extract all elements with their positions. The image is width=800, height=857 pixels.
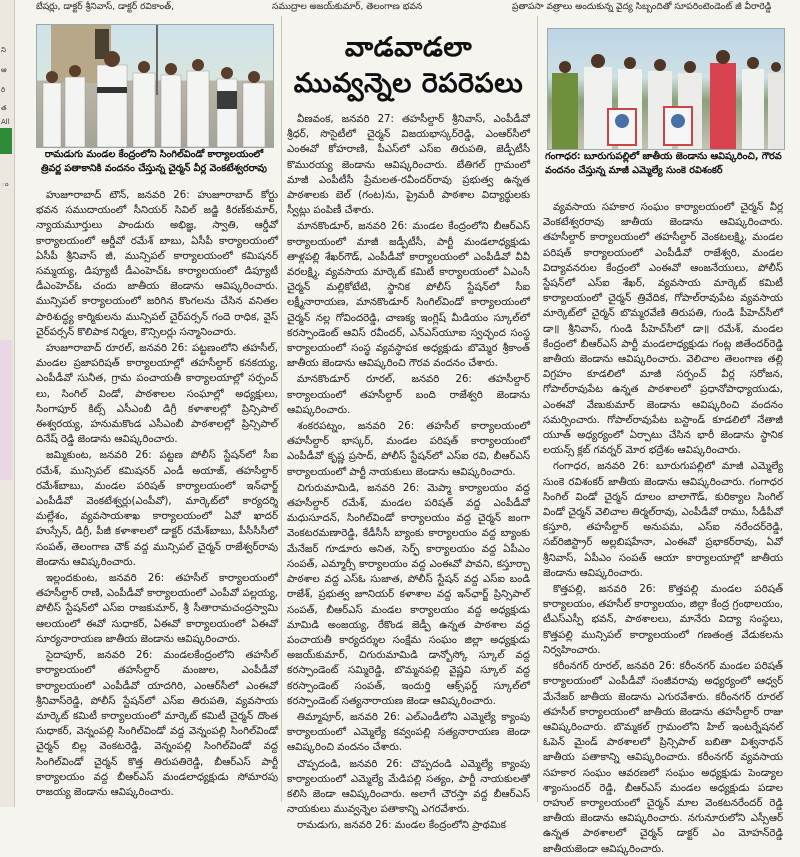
- headline-line1: వాడవాడలా: [344, 32, 473, 63]
- previous-article-tail: [36, 0, 800, 14]
- edge-fragment: ం: [1, 180, 9, 188]
- article-paragraph: రామడుగు, జనవరి 26: మండల కేంద్రంలోని ప్రాథమిక: [297, 820, 506, 832]
- edge-fragment: ని: [1, 46, 6, 54]
- edge-fragment: ఆ: [1, 66, 7, 74]
- article-paragraph: మానకొండూర్ రూరల్, జనవరి 26: తహసీల్దార్ కార్యాలయంలో తహసీల్దార్ బంది రాజేశ్వరి జెండాను ఆవిష్కరించారు.: [287, 374, 530, 416]
- article-paragraph: వ్యవసాయ సహకార సంఘం కార్యాలయంలో చైర్మన్ వీర్ల వెంకటేశ్వరరావు జాతీయ జెండాను ఆవిష్కరించారు. తహసీల్దార్ కార్యాలయంలో తహసీల్దార్ వెంకటలక్ష్మి, మండల పరిషత్ కార్యాలయంలో ఎంపీడీవో రాజేశ్వరి, మండల విద్యావనరుల కేంద్రంలో ఎంఈవో ఆంజనేయులు, పోలీస్ స్టేషన్‌లో ఎస్ఐ శేఖర్, వ్యవసాయ మార్కెట్ కమిటీ కార్యాలయంలో చైర్మన్ త్రివేదిక, గోపాల్‌రావుపేట వ్యవసాయ మార్కెట్‌లో చైర్మన్ బొమ్మరవేణి తిరుపతి, గుండి పీహెచ్‌సీలో డా॥ శ్రీనివాస్, గుండి పీహెచ్‌సీలో డా॥ రమేశ్, మండల కేంద్రంలో బీఆర్ఎస్ పార్టీ మండలాధ్యక్షుడు గంట్ల జితేందర్‌రెడ్డి జాతీయ జెండాను ఆవిష్కరించారు. వెలిచాల తెలంగాణ తల్లి విగ్రహం కూడలిలో మాజీ సర్పంచ్ వీర్ల సరోజన, గోపాల్‌రావుపేట ఉన్నత పాఠశాలలో ప్రధానోపాధ్యాయుడు, ఎంఈవో వేణుకుమార్ జెండాను ఆవిష్కరించి వందనం సమర్పించారు. గోపాల్‌రావుపేట బస్టాండ్ కూడలిలో నేతాజీ యూత్ అధ్యర్యంలో ఏర్పాటు చేసిన భారీ జెండాను స్థానిక లయన్స్ క్లబ్ గవర్నర్ మోర భద్రేశం ఆవిష్కరించారు.: [543, 202, 783, 457]
- article-paragraph: చొప్పదండి, జనవరి 26: చొప్పదండి ఎమ్మెల్యే క్యాంపు కార్యాలయంలో ఎమ్మెల్యే మేడిపల్లి సత్యం, పార్టీ నాయకులతో కలిసి జెండా ఆవిష్కరించారు. అలాగే చౌరస్తా వద్ద బీఆర్ఎస్ నాయకులు మువ్వన్నెల పతాకాన్ని ఎగరవేశారు.: [287, 758, 530, 816]
- headline-line2: మువ్వన్నెల రెపరెపలు: [293, 68, 524, 99]
- article-paragraph: హుజూరాబాద్ రూరల్, జనవరి 26: పట్టణంలోని తహసీల్, మండల ప్రజాపరిషత్ కార్యాలయాల్లో తహసీల్దార్ కనకయ్య, ఎంపీడీవో సునీత, గ్రామ పంచాయతీ కార్యాలయాల్లో సర్పంచ్ లు, సింగిల్ విండో, పాఠశాలల సంఘాల్లో అధ్యక్షులు, సింగాపూర్ కిట్స్ ఎసీఎంబీ డిగ్రీ కళాశాలల్లో ప్రిన్సిపాల్ ఈశ్వరయ్య, హనుమకొండ ఎసీఎంబీ పాఠశాలల్లో ప్రిన్సిపాల్ దినేష్ రెడ్డి జెండాను ఆవిష్కరించారు.: [36, 343, 278, 446]
- edge-color-block: [0, 340, 12, 480]
- article-paragraph: వీణవంక, జనవరి 27: తహసీల్దార్ శ్రీనివాస్, ఎంపీడీవో శ్రీధర్, సొసైటీలో చైర్మన్ విజయభాస్కర్‌రెడ్డి, ఎంఆర్‌సీలో ఎంఈవో కోహరాణి, పీఎస్‌లో ఎస్ఐ తిరుపతి, జెడ్పీటీసీ కొమురయ్య జెండాను ఆవిష్కరించారు. బేతిగల్ గ్రామంలో మాజీ ఎంపీటీసీ ప్రేమలత-రవీందర్‌రావు ప్రభుత్వ ఉన్నత పాఠశాలకు బెల్ (గంట)ను, ప్రైమరీ పాఠశాల విద్యార్థులకు స్వీట్లు పంపిణీ చేశారు.: [287, 114, 530, 217]
- article-paragraph: తిమ్మాపూర్, జనవరి 26: ఎల్ఎండీలోని ఎమ్మెల్యే క్యాంపు కార్యాలయంలో ఎమ్మెల్యే కవ్వంపల్లి సత్యనారాయణ జెండా ఆవిష్కరించి వందనం చేశారు.: [287, 711, 530, 754]
- photo-people-silhouettes: [37, 25, 273, 147]
- edge-fragment: రి: [1, 86, 6, 94]
- article-paragraph: మానకొండూర్, జనవరి 26: మండల కేంద్రంలోని బీఆర్ఎస్ కార్యాలయంలో మాజీ జడ్పీటీసీ, పార్టీ మండలాధ్యక్షుడు తాళ్లపల్లి శేఖర్‌గౌడ్, ఎంపీడీవో కార్యాలయంలో ఎంపీడీవో వీవీ వరలక్ష్మి, వ్యవసాయ మార్కెట్ కమిటీ కార్యాలయంలో ఏఎంసీ చైర్మన్ మల్లికోటేటి, స్థానిక పోలీస్ స్టేషన్‌లో సీఐ లక్ష్మీనారాయణ, మానకొండూర్ సింగిల్‌విండో కార్యాలయంలో చైర్మన్ నల్ల గోవిందరెడ్డి, చాణక్య ఇంగ్లిష్ మీడియం స్కూల్‌లో కరస్పాండెంట్ ఆవిస్ రవీందర్, ఎన్‌ఎస్‌యూఐ స్వచ్ఛంద సంస్థ కార్యాలయంలో సంస్థ వ్యవస్థాపక అధ్యక్షుడు బొమ్మెర శ్రీకాంత్ జాతీయ జెండాను ఆవిష్కరించి గౌరవ వందనం చేశారు.: [287, 221, 530, 370]
- article-column-3: [543, 200, 783, 855]
- edge-color-block: [0, 128, 12, 154]
- article-paragraph: సైదాపూర్, జనవరి 26: మండలకేంద్రంలోని తహసీల్ కార్యాలయంలో తహసీల్దార్ మంజుల, ఎంపీడీవో కార్యాలయంలో ఎంపీడీవో యాదగిరి, ఎంఆర్‌సీలో ఎంఈవో శ్రీనివాస్‌రెడ్డి, పోలీస్ స్టేషన్‌లో ఎస్ఐ తిరుపతి, వ్యవసాయ మార్కెట్ కమిటీ కార్యాలయంలో మార్కెట్ కమిటీ చైర్మన్ దొంత సుధాకర్, వెన్నంపల్లి సింగిల్‌విండో వద్ద వెన్నంపల్లి సింగిల్‌విండో చైర్మన్ బిల్ల వెంకటరెడ్డి, వెన్నంపల్లి సింగిల్‌విండో వద్ద సింగిల్‌విండో చైర్మన్ కొత్త తిరుపతిరెడ్డి, బీఆర్ఎస్ పార్టీ కార్యాలయం వద్ద బీఆర్ఎస్ మండలాధ్యక్షుడు సోమారపు రాజయ్య జెండాను ఆవిష్కరించారు.: [36, 650, 278, 798]
- column-divider: [281, 16, 282, 802]
- article-paragraph: కొత్తపల్లి, జనవరి 26: కొత్తపల్లి మండల పరిషత్ కార్యాలయం, తహసీల్ కార్యాలయం, జిల్లా కేంద్ర గ్రంథాలయం, టీఎస్ఎస్పీ భవన్, పాఠశాలలు, మానేరు విద్యా సంస్థలు, కొత్తపల్లి మున్సిపల్ కార్యాలయంలో గణతంత్ర వేడుకలను నిర్వహించారు.: [543, 584, 783, 656]
- article-column-2: [287, 112, 530, 832]
- article-paragraph: శంకరపట్నం, జనవరి 26: తహసీల్ కార్యాలయంలో తహసీల్దార్ భాస్కర్, మండల పరిషత్ కార్యాలయంలో ఎంపీడీవో కృష్ణ ప్రసాద్, పోలీస్ స్టేషన్‌లో ఎస్ఐ రవి, బీఆర్ఎస్ కార్యాలయంలో పార్టీ నాయకులు జెండాను ఆవిష్కరించారు.: [287, 421, 530, 478]
- article-paragraph: ఇల్లందకుంట, జనవరి 26: తహసీల్ కార్యాలయంలో తహసీల్దార్ రాణి, ఎంపీడీవో కార్యాలయంలో ఎంపీవో పల్లయ్య, పోలీస్ స్టేషన్‌లో ఎస్ఐ రాజకుమార్, శ్రీ సీతారామచంద్రస్వామి ఆలయంలో ఈవో సుధాకర్, ఏఈవో కార్యాలయంలో ఏఈవో సూర్యనారాయణ జాతీయ జెండాను ఆవిష్కరించారు.: [36, 573, 278, 645]
- photo-gangadhara-flag-salute: [547, 28, 785, 150]
- article-column-1: [36, 188, 278, 798]
- article-paragraph: హుజూరాబాద్ టౌన్, జనవరి 26: హుజూరాబాద్ కోర్టు భవన సముదాయంలో సీనియర్ సివిల్ జడ్జి కిరణ్‌కుమార్, న్యాయమూర్తులు పాండురు అభిజ్ఞ, స్వాతి, ఆర్డీవో కార్యాలయంలో ఆర్డీవో రమేశ్ బాబు, ఏసీపీ కార్యాలయంలో ఏసీపీ శ్రీనివాస్ జీ, మున్సిపల్ కార్యాలయంలో కమిషనర్ సమ్మయ్య, డిప్యూటీ డీఎంహెచ్‌ఓ కార్యాలయంలో డిప్యూటీ డీఎంహెచ్‌ఓ చందు జాతీయ జెండాను ఆవిష్కరించారు. మున్సిపల్ కార్యాలయంలో జరిగిన కొంగలను చేసిన వనితల పారిశుద్ధ్య కార్మికులను మున్సిపల్ చైర్‌పర్సన్ గందె రాధిక, వైస్ చైర్‌పర్సన్ కొలిపాక నిర్మల, కౌన్సిలర్లు సన్మానించారు.: [36, 190, 278, 338]
- topline-left: బేషర్లు, డాక్టర్ శ్రీనివాస్, డాక్టర్ రవికాంత్,: [36, 2, 174, 12]
- article-paragraph: గంగాధర, జనవరి 26: బూరుగుపల్లిలో మాజీ ఎమ్మెల్యే సుంకె రవిశంకర్ జాతీయ జెండాను ఆవిష్కరించారు. గంగాధర సింగిల్ విండో చైర్మన్ దూలం బాలాగౌడ్, కురిక్యాల సింగిల్ విండో చైర్మన్ వెలిచాల తిర్మల్‌రావు, ఎంపీడీవో రాము, సీడీపీవో కస్తూరి, తహసీల్దార్ అనుపమ, ఎస్ఐ నరేందర్‌రెడ్డి, సబ్‌రిజిస్ట్రార్ అల్లబిషహేనా, ఎంఈవో ప్రభాకర్‌రావు, ఏవో శ్రీనివాస్, ఏపీఎం సంపత్ ఆయా కార్యాలయాల్లో జాతీయ జెండాను ఆవిష్కరించారు.: [543, 461, 783, 579]
- adjacent-page-edge: [0, 0, 15, 807]
- column-divider: [537, 16, 538, 802]
- photo2-caption: గంగాధర: బూరుగుపల్లిలో జాతీయ జెండాను ఆవిష్కరించి, గౌరవ వందనం చేస్తున్న మాజీ ఎమ్మెల్యే సుంకె రవిశంకర్: [545, 151, 782, 176]
- article-paragraph: చిగురుమామిడి, జనవరి 26: మెప్మా కార్యాలయం వద్ద తహసీల్దార్ రమేశ్, మండల పరిషత్ వద్ద ఎంపీడీవో మధుసూదన్, సింగిల్‌విండో కార్యాలయం వద్ద చైర్మన్ జంగా వెంకటరమణారెడ్డి, కేడీసీసీ బ్యాంకు కార్యాలయం వద్ద బ్యాంకు మేనేజర్ గూడూరు అనిత, సెర్ఫ్ కార్యాలయం వద్ద ఏపీఎం సంపత్, ఎమ్మార్సీ కార్యాలయం వద్ద ఎంఈవో పావని, కస్తూర్బా పాఠశాల వద్ద ఎస్‌ఓ సుజాత, పోలీస్ స్టేషన్ వద్ద ఎస్ఐ బండి రాజేశ్, ప్రభుత్వ జూనియర్ కళాశాల వద్ద ఇన్‌ఛార్జ్ ప్రిన్సిపాల్ సంపత్, బీఆర్ఎస్ మండల కార్యాలయం వద్ద అధ్యక్షుడు మామిడి అంజయ్య, రేకొండ జెడ్పీ ఉన్నత పాఠశాల వద్ద పంచాయతీ కార్యదర్శుల సంక్షేమ సంఘం జిల్లా అధ్యక్షుడు అజయ్‌కుమార్, చిగురుమామిడి డాన్బోస్కో స్కూల్ వద్ద కరస్పాండెంట్ సమ్మిరెడ్డి, బొమ్మనపల్లి వైష్ణవి స్కూల్ వద్ద కరస్పాండెంట్ సంపత్, ఇందుర్తి ఆక్స్‌ఫర్డ్ స్కూల్‌లో కరస్పాండెంట్ సత్యనారాయణ జెండా ఆవిష్కరించారు.: [287, 482, 530, 707]
- edge-fragment: త: [1, 104, 7, 112]
- photo-people-silhouettes: [548, 29, 784, 149]
- article-paragraph: కరీంనగర్ రూరల్, జనవరి 26: కరీంనగర్ మండల పరిషత్ కార్యాలయంలో ఎంపీడీవో సంజీవరావు అధ్యర్యంలో ఆధ్వర్ మేనేజర్ జాతీయ జెండాను ఎగురవేశారు. కరీంనగర్ రూరల్ తహసీల్ కార్యాలయంలో జాతీయ జెండాను తహసీల్దార్ రాజు ఆవిష్కరించారు. బొమ్మకల్ గ్రామంలోని హిల్ ఇంటర్నేషనల్ ఓపెన్ మైండ్ పాఠశాలలో ప్రిన్సిపాల్ బబితా విశ్వనాథన్ జాతీయ పతాకాన్ని ఆవిష్కరించారు. కరీంనగర్ వ్యవసాయ సహకార సంఘం ఆవరణలో సంఘం అధ్యక్షుడు పెండ్యాల శ్యాంసుందర్ రెడ్డి, బీఆర్‌ఎస్ మండల అధ్యక్షుడు పడాల రాహుల్ కార్యాలయంలో చైర్మన్ మాల వెంకటనరేందర్ రెడ్డి జాతీయ జెండాను ఆవిష్కరించారు. నగునూరులోని ఎస్సీఆర్ ఉన్నత పాఠశాలలో చైర్మన్ డాక్టర్ ఎం మోహన్‌రెడ్డి జాతీయజెండా ఆవిష్కరించారు.: [543, 661, 783, 855]
- topline-right: ప్రతాపసా వత్రాలు అందుకున్న వైద్య సిబ్బందితో సూపరింటెండెంట్ జీ వీరారెడ్డి: [512, 2, 772, 12]
- edge-fragment: All: [1, 118, 10, 126]
- headline: [287, 30, 530, 102]
- article-paragraph: జమ్మికుంట, జనవరి 26: పట్టణ పోలీస్ స్టేషన్‌లో సీఐ రమేశ్, మున్సిపల్ కమిషనర్ ఎండీ అయాజ్, తహసీల్దార్ రమేశ్‌బాబు, మండల పరిషత్ కార్యాలయంలో ఇన్‌ఛార్జ్ ఎంపీడీవో వెంకటేశ్వర్లు(ఎంపీవో), మార్కెట్‌లో కార్యదర్శి మల్లేశం, వ్యవసాయశాఖ కార్యాలయంలో ఏవో ఖాదర్ హుస్సేన్, డిగ్రీ, పీజీ కళాశాలలో డాక్టర్ రమేశ్‌బాబు, పీసీసీసీలో సంపత్, తెలంగాణ చౌక్ వద్ద మున్సిపల్ చైర్మన్ రాజేశ్వర్‌రావు జెండాను ఆవిష్కరించారు.: [36, 450, 278, 568]
- photo-ramadugu-flag-salute: [36, 24, 274, 148]
- topline-mid: సముద్రాల అజయ్‌కుమార్, తెలంగాణ భవన: [272, 2, 423, 12]
- photo1-caption: రామడుగు మండల కేంద్రంలోని సింగిల్‌విండో కార్యాలయంలో త్రివర్ణ పతాకానికి వందనం చేస్తున్న చైర్మన్ వీర్ల వెంకటేశ్వరరావు: [40, 149, 268, 174]
